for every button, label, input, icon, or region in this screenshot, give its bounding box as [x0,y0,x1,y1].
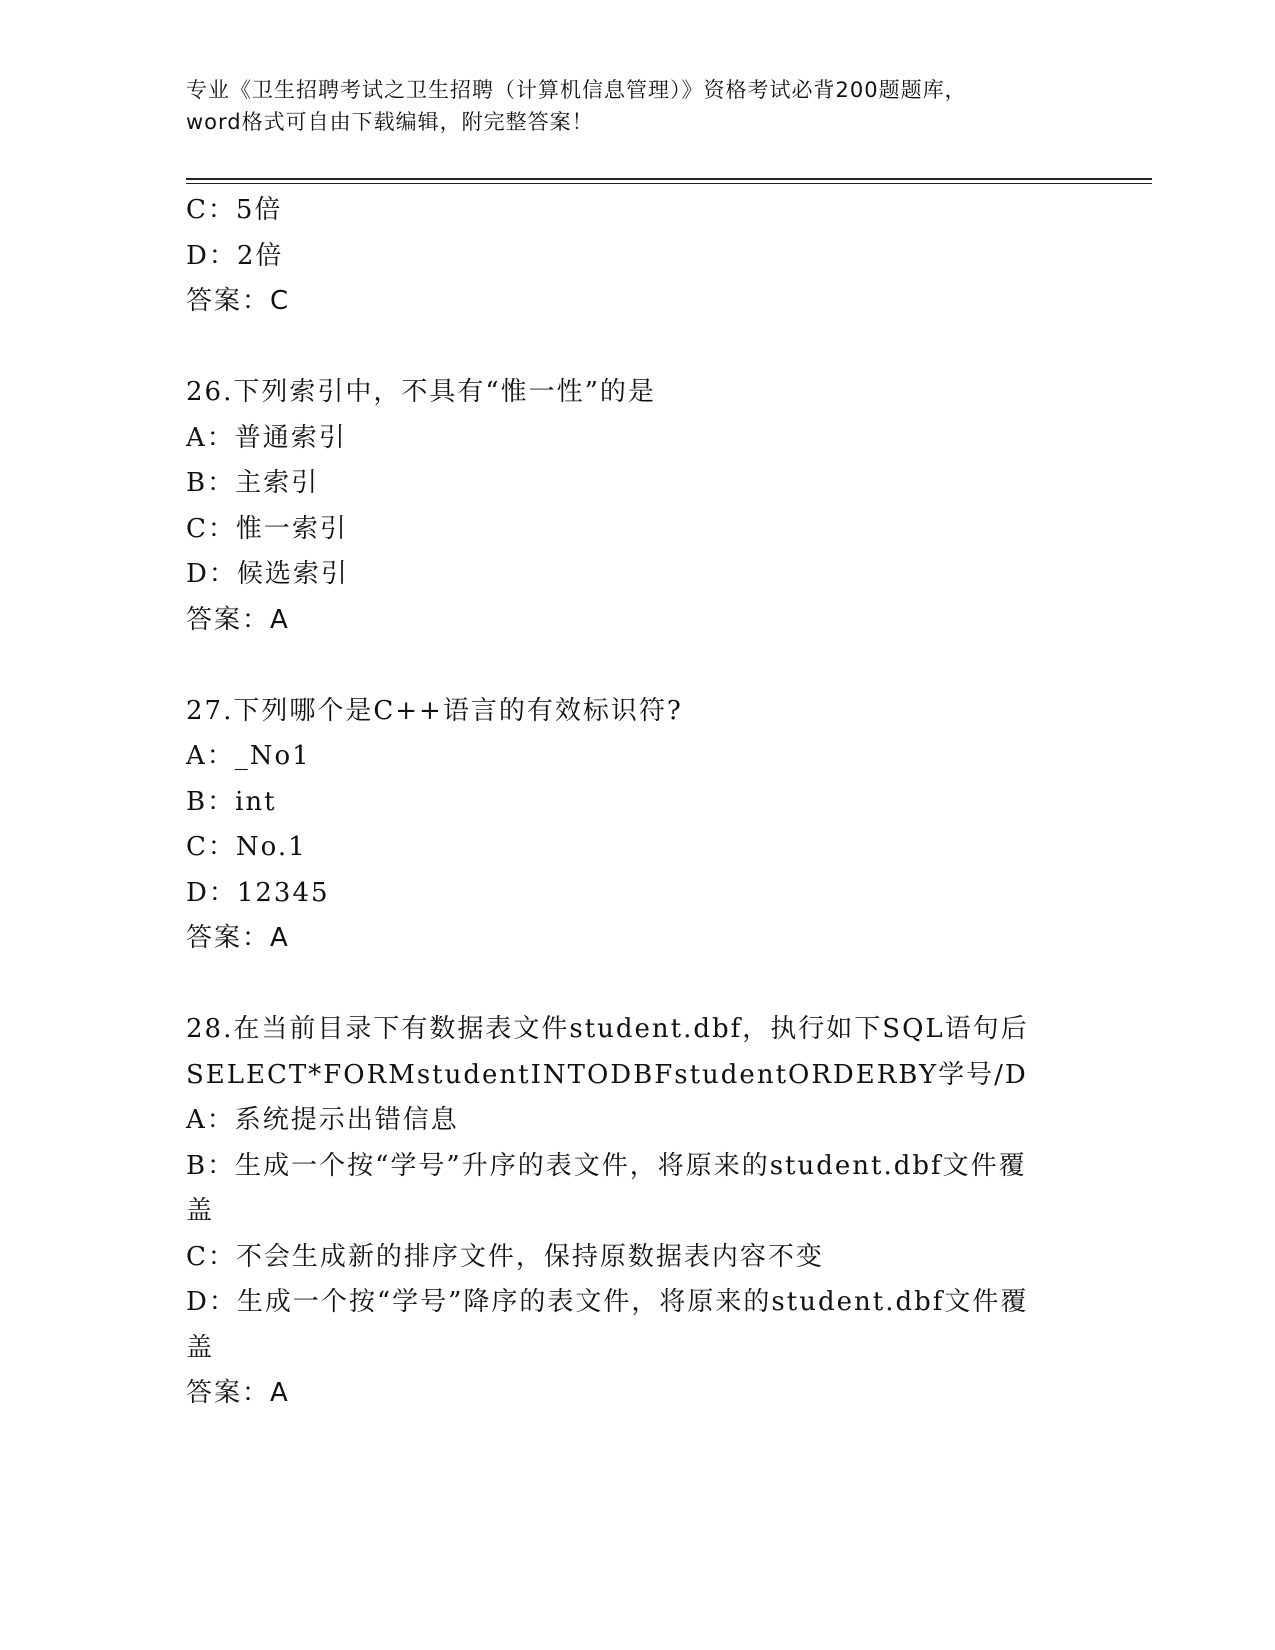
question-28 [186,1007,1086,1417]
option-b: B：主索引 [186,468,320,498]
option-a: A：普通索引 [186,422,347,453]
question-25-tail [186,188,1086,325]
option-c: C：惟一索引 [186,513,348,544]
question-27 [186,689,1086,962]
answer-line: 答案：A [186,604,290,635]
answer-line: 答案：A [186,923,290,953]
option-d-line-2: 盖 [186,1332,215,1363]
option-d: D：2倍 [186,240,284,271]
option-c: C：No.1 [186,832,307,862]
option-b-line-1: B：生成一个按“学号”升序的表文件，将原来的student.dbf文件覆 [186,1150,1027,1181]
option-d: D：12345 [186,877,330,908]
header-divider-thick [186,178,1152,180]
document-header [186,74,1086,138]
answer-line: 答案：A [186,1378,290,1408]
header-title-line-1: 专业《卫生招聘考试之卫生招聘（计算机信息管理）》资格考试必背200题题库， [186,78,967,102]
header-title-line-2: word格式可自由下载编辑，附完整答案！ [186,110,594,134]
spacer [186,325,1086,371]
header-divider-thin [186,183,1152,184]
question-stem-line-1: 28.在当前目录下有数据表文件student.dbf，执行如下SQL语句后 [186,1014,1029,1044]
question-26 [186,370,1086,643]
option-d: D：候选索引 [186,559,349,589]
option-b: B：int [186,786,277,817]
option-b-line-2: 盖 [186,1196,215,1226]
question-stem-line-2: SELECT*FORMstudentINTODBFstudentORDERBY学号/D [186,1059,1028,1090]
question-stem: 27.下列哪个是C++语言的有效标识符? [186,695,683,726]
answer-line: 答案：C [186,286,291,316]
option-a: A：_No1 [186,741,311,771]
spacer [186,962,1086,1008]
question-stem: 26.下列索引中，不具有“惟一性”的是 [186,377,656,407]
option-d-line-1: D：生成一个按“学号”降序的表文件，将原来的student.dbf文件覆 [186,1287,1029,1317]
spacer [186,643,1086,689]
option-a: A：系统提示出错信息 [186,1105,459,1135]
option-c: C：5倍 [186,195,283,225]
option-c: C：不会生成新的排序文件，保持原数据表内容不变 [186,1241,824,1272]
question-list [186,188,1086,1417]
